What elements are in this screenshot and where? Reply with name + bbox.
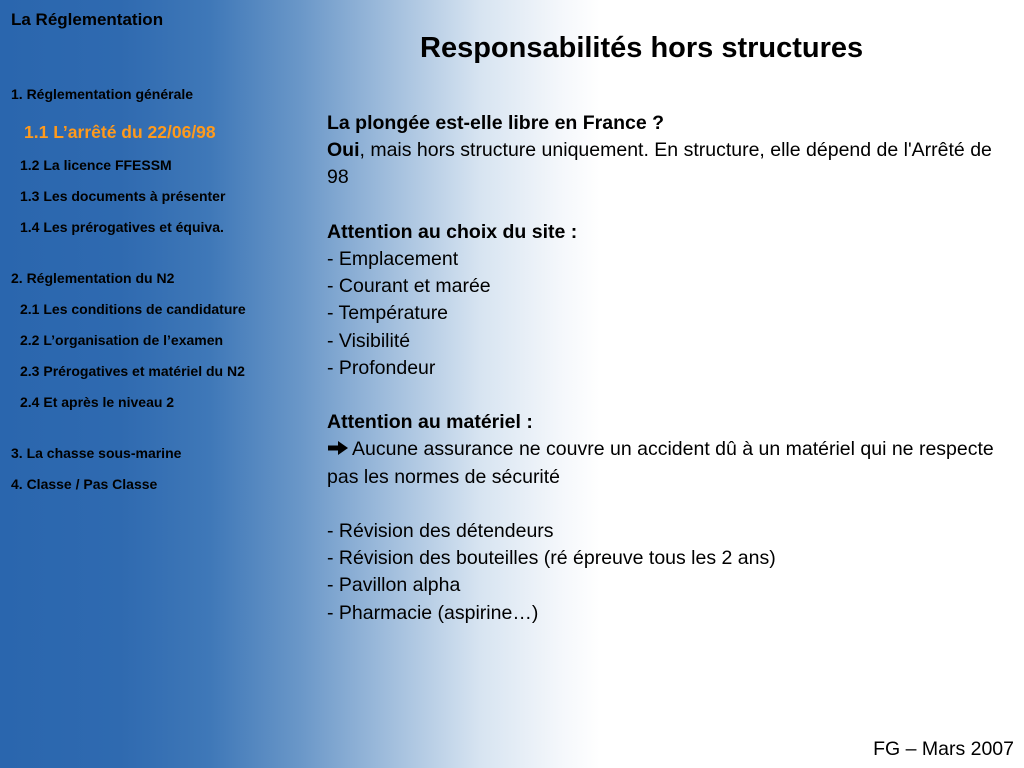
material-item-pharmacie: - Pharmacie (aspirine…) xyxy=(327,601,539,624)
material-item-detendeurs: - Révision des détendeurs xyxy=(327,520,554,542)
sidebar-item-prerogatives-materiel-n2[interactable]: 2.3 Prérogatives et matériel du N2 xyxy=(20,363,245,379)
question-heading: La plongée est-elle libre en France ? xyxy=(327,112,665,134)
right-arrow-icon xyxy=(327,440,349,456)
sidebar-item-reglementation-generale[interactable]: 1. Réglementation générale xyxy=(11,86,194,102)
answer-bold: Oui xyxy=(327,139,360,162)
sidebar-title: La Réglementation xyxy=(11,10,164,29)
sidebar-item-reglementation-n2[interactable]: 2. Réglementation du N2 xyxy=(11,270,175,286)
sidebar-item-licence-ffessm[interactable]: 1.2 La licence FFESSM xyxy=(20,157,172,173)
sidebar-item-chasse-sous-marine[interactable]: 3. La chasse sous-marine xyxy=(11,445,182,461)
material-item-pavillon: - Pavillon alpha xyxy=(327,574,461,597)
site-item-profondeur: - Profondeur xyxy=(327,356,436,379)
site-item-courant: - Courant et marée xyxy=(327,275,491,298)
site-item-emplacement: - Emplacement xyxy=(327,248,459,270)
slide-title: Responsabilités hors structures xyxy=(420,32,864,64)
material-heading: Attention au matériel : xyxy=(327,411,533,434)
site-item-visibilite: - Visibilité xyxy=(327,329,411,352)
slide-content xyxy=(327,110,1017,627)
sidebar-item-documents-a-presenter[interactable]: 1.3 Les documents à présenter xyxy=(20,188,226,204)
footer-credit: FG – Mars 2007 xyxy=(873,738,1014,760)
site-heading: Attention au choix du site : xyxy=(327,220,578,243)
material-item-bouteilles: - Révision des bouteilles (ré épreuve tous les 2 ans) xyxy=(327,547,776,570)
sidebar-item-prerogatives-et-equiva[interactable]: 1.4 Les prérogatives et équiva. xyxy=(20,219,224,235)
answer-paragraph xyxy=(327,137,1017,191)
sidebar-item-arrete-22-06-98[interactable]: 1.1 L’arrêté du 22/06/98 xyxy=(24,122,216,142)
sidebar-item-apres-niveau-2[interactable]: 2.4 Et après le niveau 2 xyxy=(20,394,175,410)
material-note-text: Aucune assurance ne couvre un accident dû à un matériel qui ne respecte pas les normes de sécurité xyxy=(327,438,994,488)
answer-text: , mais hors structure uniquement. En structure, elle dépend de l'Arrêté de 98 xyxy=(327,139,992,189)
sidebar-item-organisation-examen[interactable]: 2.2 L’organisation de l’examen xyxy=(20,332,224,348)
site-item-temperature: - Température xyxy=(327,302,449,325)
sidebar-item-classe-pas-classe[interactable]: 4. Classe / Pas Classe xyxy=(11,476,158,492)
sidebar-item-conditions-de-candidature[interactable]: 2.1 Les conditions de candidature xyxy=(20,301,246,317)
material-note xyxy=(327,436,1017,490)
